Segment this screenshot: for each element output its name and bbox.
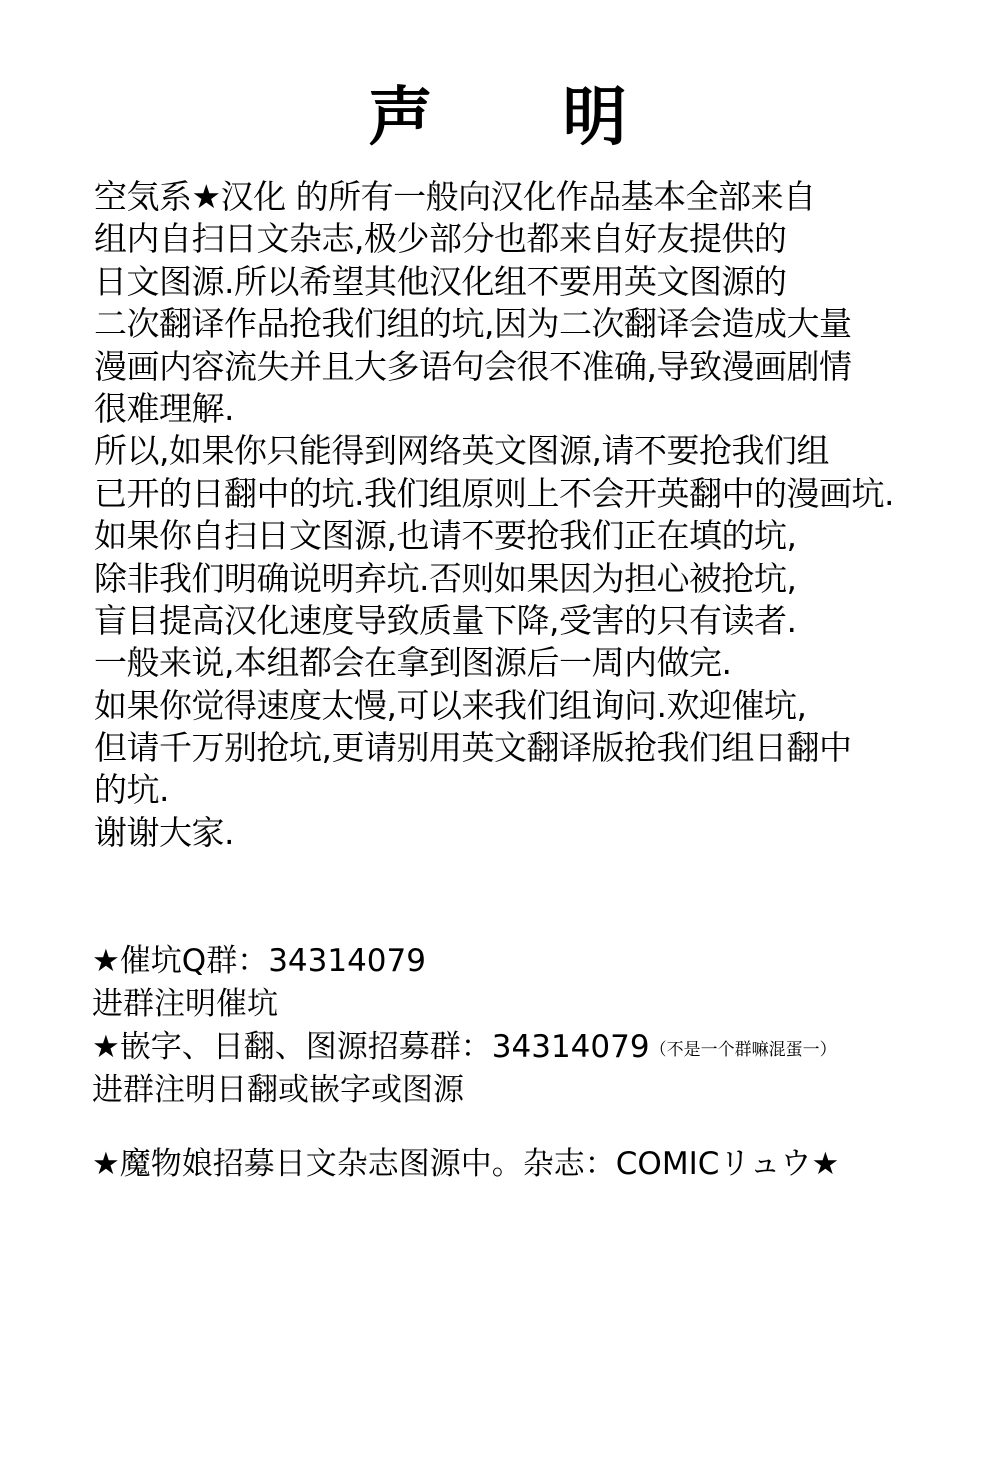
body-line: 如果你自扫日文图源,也请不要抢我们正在填的坑, (94, 516, 797, 556)
body-line: 所以,如果你只能得到网络英文图源,请不要抢我们组 (94, 431, 829, 471)
cuikeng-group-note: 进群注明催坑 (92, 986, 278, 1022)
body-line: 组内自扫日文杂志,极少部分也都来自好友提供的 (94, 219, 787, 259)
monster-girl-recruit: ★魔物娘招募日文杂志图源中。杂志：COMICリュウ★ (92, 1146, 840, 1182)
recruit-group-note: 进群注明日翻或嵌字或图源 (92, 1072, 464, 1108)
statement-body (94, 176, 974, 854)
body-line: 日文图源.所以希望其他汉化组不要用英文图源的 (94, 261, 787, 301)
body-line: 除非我们明确说明弃坑.否则如果因为担心被抢坑, (94, 558, 797, 598)
cuikeng-group-number: ★催坑Q群：34314079 (92, 943, 426, 979)
body-line: 但请千万别抢坑,更请别用英文翻译版抢我们组日翻中 (94, 728, 852, 768)
body-line: 漫画内容流失并且大多语句会很不准确,导致漫画剧情 (94, 346, 852, 386)
body-line: 很难理解. (94, 388, 234, 428)
body-line: 二次翻译作品抢我们组的坑,因为二次翻译会造成大量 (94, 304, 852, 344)
body-line: 一般来说,本组都会在拿到图源后一周内做完. (94, 643, 732, 683)
recruit-group-text: ★嵌字、日翻、图源招募群：34314079 (92, 1029, 650, 1065)
recruit-group-aside: （不是一个群嘛混蛋一） (649, 1040, 837, 1060)
body-line: 已开的日翻中的坑.我们组原则上不会开英翻中的漫画坑. (94, 473, 894, 513)
group-notice (92, 940, 972, 1186)
body-line: 盲目提高汉化速度导致质量下降,受害的只有读者. (94, 600, 797, 640)
notice-spacer (92, 1112, 972, 1143)
body-line: 如果你觉得速度太慢,可以来我们组询问.欢迎催坑, (94, 685, 807, 725)
body-line: 谢谢大家. (94, 812, 234, 852)
recruit-group-number (92, 1026, 972, 1069)
body-line: 空気系★汉化 的所有一般向汉化作品基本全部来自 (94, 177, 816, 216)
body-line: 的坑. (94, 770, 169, 810)
page-title: 声 明 (368, 81, 681, 155)
